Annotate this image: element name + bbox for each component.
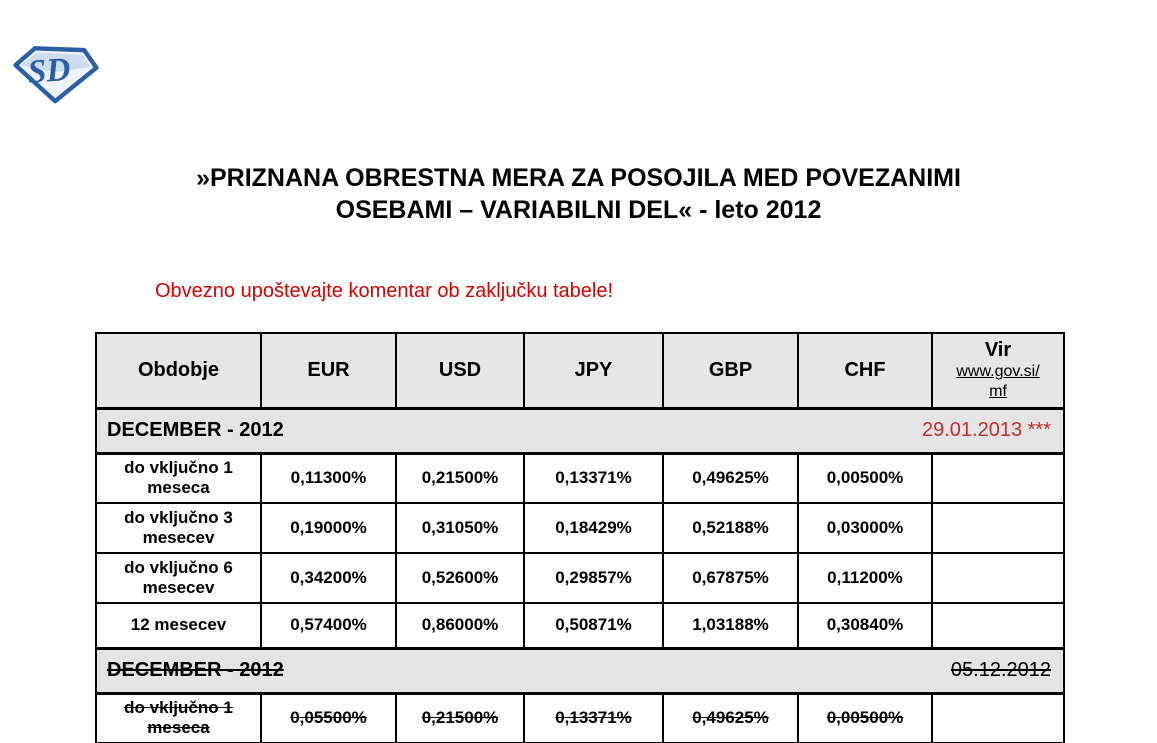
section-title: DECEMBER - 2012 <box>107 419 284 441</box>
rate-cell-chf: 0,30840% <box>798 603 932 648</box>
col-header-jpy: JPY <box>524 333 663 408</box>
section-band-december-2012-current <box>96 408 1064 453</box>
section-date: 05.12.2012 <box>950 659 1051 681</box>
col-header-obdobje: Obdobje <box>96 333 261 408</box>
rate-cell-gbp: 0,49625% <box>663 453 798 503</box>
table-row <box>96 503 1064 553</box>
rate-cell-chf: 0,11200% <box>798 553 932 603</box>
vir-cell-empty <box>932 503 1064 553</box>
page-title-line2: OSEBAMI – VARIABILNI DEL« - leto 2012 <box>335 196 822 224</box>
rate-cell-jpy: 0,29857% <box>524 553 663 603</box>
rate-cell-eur: 0,05500% <box>261 693 396 743</box>
rate-cell-gbp: 0,49625% <box>663 693 798 743</box>
col-header-gbp: GBP <box>663 333 798 408</box>
col-header-vir <box>932 333 1064 408</box>
section-date: 29.01.2013 *** <box>921 419 1051 441</box>
vir-cell-empty <box>932 553 1064 603</box>
rate-cell-usd: 0,21500% <box>396 693 524 743</box>
vir-cell-empty <box>932 693 1064 743</box>
col-header-eur: EUR <box>261 333 396 408</box>
rate-cell-usd: 0,86000% <box>396 603 524 648</box>
rate-cell-jpy: 0,13371% <box>524 453 663 503</box>
rate-cell-gbp: 0,67875% <box>663 553 798 603</box>
rate-cell-jpy: 0,18429% <box>524 503 663 553</box>
logo-letters: SD <box>26 50 72 91</box>
rate-cell-usd: 0,31050% <box>396 503 524 553</box>
gov-si-link[interactable] <box>935 362 1061 402</box>
rate-cell-chf: 0,00500% <box>798 453 932 503</box>
rate-cell-eur: 0,11300% <box>261 453 396 503</box>
vir-label: Vir <box>984 339 1012 362</box>
table-row <box>96 553 1064 603</box>
col-header-usd: USD <box>396 333 524 408</box>
table-row <box>96 453 1064 503</box>
rate-cell-eur: 0,57400% <box>261 603 396 648</box>
period-cell: do vključno 1 meseca <box>96 693 261 743</box>
period-cell: 12 mesecev <box>96 603 261 648</box>
page-title-line1: »PRIZNANA OBRESTNA MERA ZA POSOJILA MED POVEZANIMI <box>196 164 961 192</box>
mandatory-comment-note: Obvezno upoštevajte komentar ob zaključku tabele! <box>155 280 614 302</box>
section-title: DECEMBER - 2012 <box>107 659 284 681</box>
period-cell: do vključno 1 meseca <box>96 453 261 503</box>
table-header-row <box>96 333 1064 408</box>
rate-cell-jpy: 0,13371% <box>524 693 663 743</box>
rate-cell-gbp: 0,52188% <box>663 503 798 553</box>
rate-cell-gbp: 1,03188% <box>663 603 798 648</box>
vir-cell-empty <box>932 603 1064 648</box>
rate-cell-eur: 0,34200% <box>261 553 396 603</box>
vir-cell-empty <box>932 453 1064 503</box>
period-cell: do vključno 6 mesecev <box>96 553 261 603</box>
gov-si-link-line2: mf <box>989 383 1007 401</box>
rate-cell-chf: 0,03000% <box>798 503 932 553</box>
col-header-chf: CHF <box>798 333 932 408</box>
rate-cell-eur: 0,19000% <box>261 503 396 553</box>
rate-cell-jpy: 0,50871% <box>524 603 663 648</box>
rate-cell-usd: 0,21500% <box>396 453 524 503</box>
table-row <box>96 603 1064 648</box>
section-band-december-2012-superseded <box>96 648 1064 693</box>
period-cell: do vključno 3 mesecev <box>96 503 261 553</box>
gov-si-link-line1: www.gov.si/ <box>956 363 1040 381</box>
interest-rates-table <box>95 332 1065 743</box>
table-row-superseded <box>96 693 1064 743</box>
sd-logo <box>12 40 100 106</box>
rate-cell-usd: 0,52600% <box>396 553 524 603</box>
rate-cell-chf: 0,00500% <box>798 693 932 743</box>
page-title <box>0 162 1157 226</box>
